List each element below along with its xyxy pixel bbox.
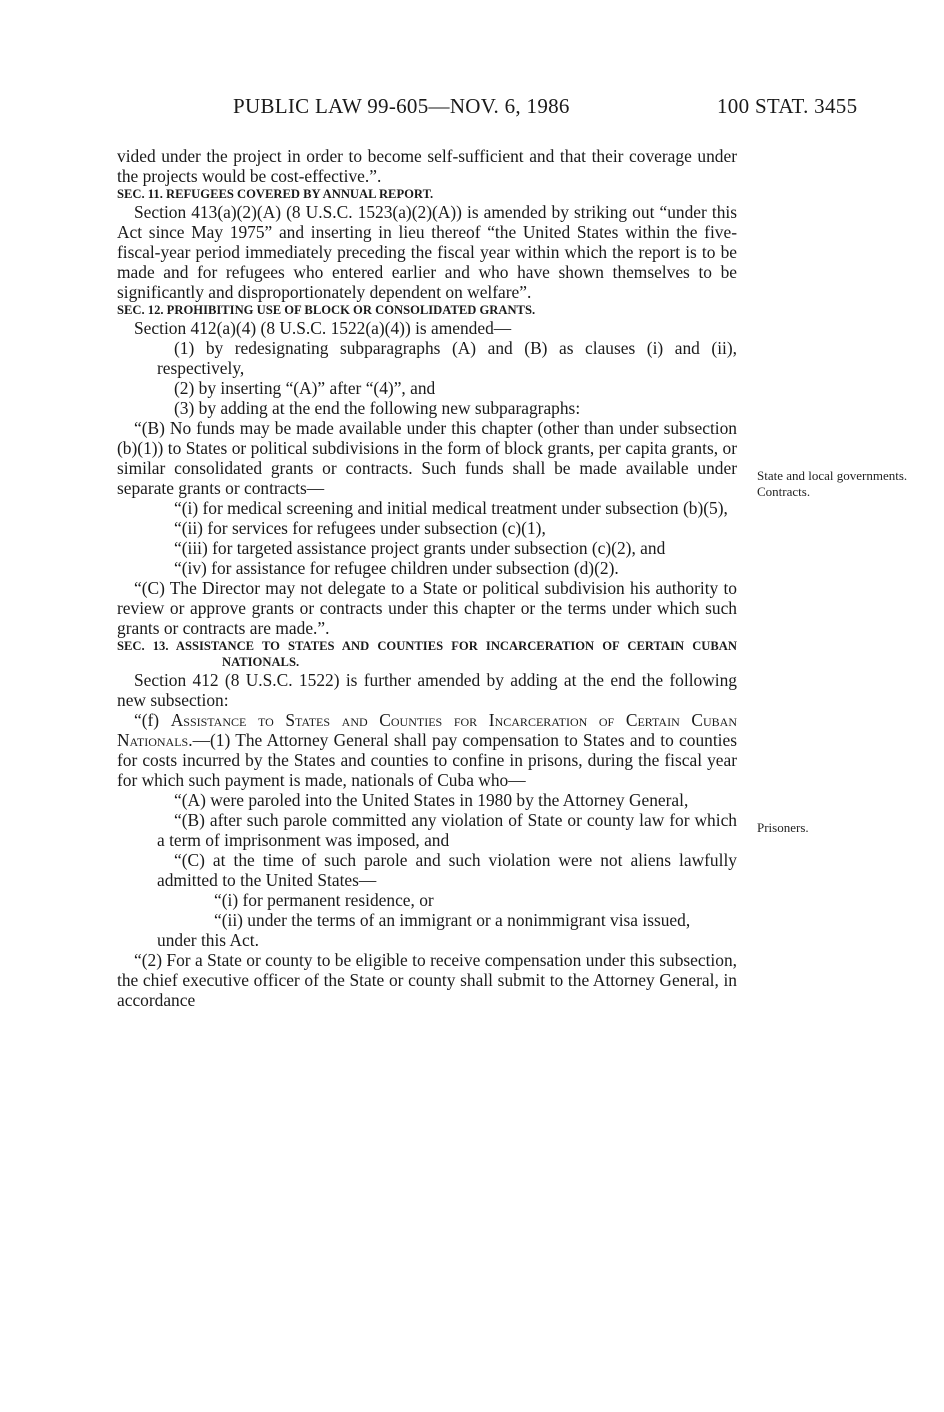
law-text-body [117,146,737,1010]
section-12-subparagraph-b: “(B) No funds may be made available under this chapter (other than under subsection (b)(1)) to States or political subdivisions in the form of block grants, per capita grants, or similar consolidated grants or contracts. Such funds shall be made available under separate grants or contracts— [117,418,737,498]
section-12-clause-i: “(i) for medical screening and initial medical treatment under subsection (b)(5), [174,498,728,518]
section-12-intro: Section 412(a)(4) (8 U.S.C. 1522(a)(4)) is amended— [134,318,512,338]
running-header-stat: 100 STAT. 3455 [717,94,858,118]
section-11-heading: SEC. 11. REFUGEES COVERED BY ANNUAL REPORT. [117,187,434,201]
margin-note-governments [757,468,907,500]
section-12-clause-iii: “(iii) for targeted assistance project grants under subsection (c)(2), and [174,538,666,558]
running-header-title: PUBLIC LAW 99-605—NOV. 6, 1986 [233,94,570,118]
section-13-intro: Section 412 (8 U.S.C. 1522) is further amended by adding at the end the following new subsection: [117,670,737,710]
section-13-heading: SEC. 13. ASSISTANCE TO STATES AND COUNTIES FOR INCARCERATION OF CERTAIN CUBAN NATIONALS. [117,639,737,669]
section-12-item-1: (1) by redesignating subparagraphs (A) and (B) as clauses (i) and (ii), respectively, [157,338,737,378]
section-13-paragraph-2: “(2) For a State or county to be eligible to receive compensation under this subsection, the chief executive officer of the State or county shall submit to the Attorney General, in accordance [117,950,737,1010]
margin-note-contracts: Contracts. [757,484,811,499]
section-11-text: Section 413(a)(2)(A) (8 U.S.C. 1523(a)(2)(A)) is amended by striking out “under this Act since May 1975” and inserting in lieu thereof “the United States within the five-fiscal-year period immediately preceding the fiscal year within which the report is to be made and for refugees who entered earlier and who have shown themselves to be significantly and disproportionately dependent on welfare”. [117,202,737,302]
margin-note-state-local: State and local governments. [757,468,908,483]
section-12-subparagraph-c: “(C) The Director may not delegate to a State or political subdivision his authority to review or approve grants or contracts under this chapter or the terms under which such grants or contracts are made.”. [117,578,737,638]
section-13-under-this-act: under this Act. [157,930,259,950]
section-12-item-3: (3) by adding at the end the following new subparagraphs: [174,398,581,418]
margin-note-prisoners: Prisoners. [757,820,809,835]
section-13-clause-ii: “(ii) under the terms of an immigrant or a nonimmigrant visa issued, [214,910,691,930]
section-13-subparagraph-a: “(A) were paroled into the United States in 1980 by the Attorney General, [174,790,689,810]
subsection-f-open: “(f) [134,710,171,730]
section-13-subparagraph-b: “(B) after such parole committed any violation of State or county law for which a term of imprisonment was imposed, and [157,810,737,850]
subsection-f-caption: Assistance to States and Counties for Incarceration of Certain Cuban Nationals [117,710,737,750]
section-13-clause-i: “(i) for permanent residence, or [214,890,434,910]
section-12-clause-ii: “(ii) for services for refugees under subsection (c)(1), [174,518,546,538]
section-12-heading: SEC. 12. PROHIBITING USE OF BLOCK OR CONSOLIDATED GRANTS. [117,303,536,317]
continued-paragraph: vided under the project in order to become self-sufficient and that their coverage under the projects would be cost-effective.”. [117,146,737,186]
section-13-subsection-f [117,710,737,790]
subsection-f-text: .—(1) The Attorney General shall pay compensation to States and to counties for costs incurred by the States and counties to confine in prisons, during the fiscal year for which such payment is made, nationals of Cuba who— [117,730,737,790]
section-12-item-2: (2) by inserting “(A)” after “(4)”, and [174,378,436,398]
section-12-clause-iv: “(iv) for assistance for refugee children under subsection (d)(2). [174,558,619,578]
section-13-subparagraph-c: “(C) at the time of such parole and such violation were not aliens lawfully admitted to the United States— [157,850,737,890]
